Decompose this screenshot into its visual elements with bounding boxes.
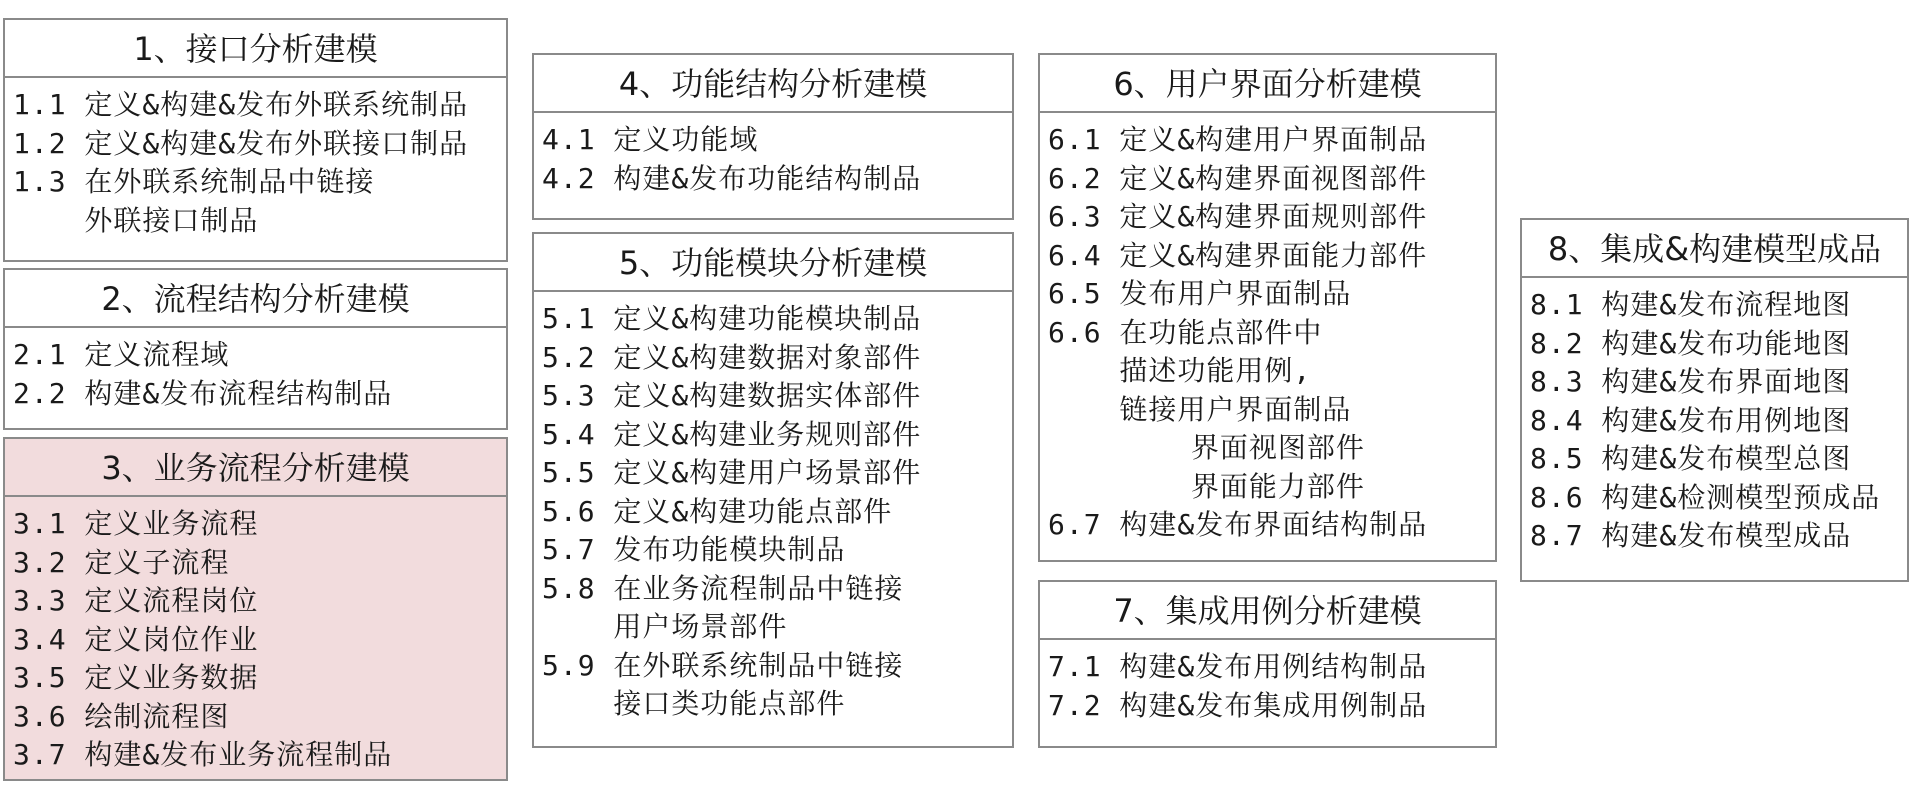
list-item: 5.3 定义&构建数据实体部件 xyxy=(542,379,922,412)
list-item: 6.6 在功能点部件中 xyxy=(1048,315,1323,349)
box-items xyxy=(1522,278,1907,556)
list-item: 5.2 定义&构建数据对象部件 xyxy=(542,340,922,374)
box-items xyxy=(5,328,506,413)
list-item: 8.6 构建&检测模型预成品 xyxy=(1530,480,1881,514)
list-item: 1.3 在外联系统制品中链接 xyxy=(13,165,375,198)
box-items xyxy=(5,497,506,775)
list-item: 3.5 定义业务数据 xyxy=(13,661,259,694)
box-title: 2、流程结构分析建模 xyxy=(5,270,506,328)
list-item: 用户场景部件 xyxy=(542,610,788,643)
box-title: 6、用户界面分析建模 xyxy=(1040,55,1495,113)
box-items xyxy=(534,292,1012,724)
list-item: 3.6 绘制流程图 xyxy=(13,699,230,733)
box-integrate-build-model xyxy=(1520,218,1909,582)
list-item: 3.2 定义子流程 xyxy=(13,545,230,579)
box-items xyxy=(1040,640,1495,725)
list-item: 5.1 定义&构建功能模块制品 xyxy=(542,302,922,335)
list-item: 2.1 定义流程域 xyxy=(13,338,230,371)
list-item: 8.1 构建&发布流程地图 xyxy=(1530,288,1852,321)
list-item: 8.2 构建&发布功能地图 xyxy=(1530,326,1852,360)
list-item: 5.5 定义&构建用户场景部件 xyxy=(542,456,922,489)
box-business-process-modeling xyxy=(3,437,508,781)
list-item: 3.7 构建&发布业务流程制品 xyxy=(13,738,393,771)
list-item: 4.2 构建&发布功能结构制品 xyxy=(542,161,922,195)
box-function-structure-modeling xyxy=(532,53,1014,220)
list-item: 6.4 定义&构建界面能力部件 xyxy=(1048,238,1428,272)
list-item: 6.2 定义&构建界面视图部件 xyxy=(1048,161,1428,195)
list-item: 6.5 发布用户界面制品 xyxy=(1048,277,1352,310)
list-item: 6.1 定义&构建用户界面制品 xyxy=(1048,123,1428,156)
box-integration-usecase-modeling xyxy=(1038,580,1497,748)
list-item: 1.2 定义&构建&发布外联接口制品 xyxy=(13,126,469,160)
box-function-module-modeling xyxy=(532,232,1014,748)
list-item: 7.1 构建&发布用例结构制品 xyxy=(1048,650,1428,683)
box-title: 3、业务流程分析建模 xyxy=(5,439,506,497)
box-title: 1、接口分析建模 xyxy=(5,20,506,78)
list-item: 7.2 构建&发布集成用例制品 xyxy=(1048,688,1428,722)
list-item: 描述功能用例, xyxy=(1048,354,1312,387)
list-item: 8.4 构建&发布用例地图 xyxy=(1530,403,1852,437)
box-user-interface-modeling xyxy=(1038,53,1497,562)
list-item: 5.8 在业务流程制品中链接 xyxy=(542,571,904,605)
list-item: 界面能力部件 xyxy=(1048,469,1365,503)
list-item: 5.4 定义&构建业务规则部件 xyxy=(542,417,922,451)
box-items xyxy=(5,78,506,240)
box-process-structure-modeling xyxy=(3,268,508,430)
box-title: 7、集成用例分析建模 xyxy=(1040,582,1495,640)
list-item: 3.4 定义岗位作业 xyxy=(13,622,259,656)
list-item: 2.2 构建&发布流程结构制品 xyxy=(13,376,393,410)
box-title: 5、功能模块分析建模 xyxy=(534,234,1012,292)
list-item: 3.1 定义业务流程 xyxy=(13,507,259,540)
list-item: 8.7 构建&发布模型成品 xyxy=(1530,519,1852,552)
list-item: 6.3 定义&构建界面规则部件 xyxy=(1048,200,1428,233)
box-interface-modeling xyxy=(3,18,508,262)
box-items xyxy=(1040,113,1495,545)
list-item: 5.7 发布功能模块制品 xyxy=(542,533,846,566)
list-item: 1.1 定义&构建&发布外联系统制品 xyxy=(13,88,469,121)
list-item: 8.5 构建&发布模型总图 xyxy=(1530,442,1852,475)
list-item: 4.1 定义功能域 xyxy=(542,123,759,156)
box-title: 4、功能结构分析建模 xyxy=(534,55,1012,113)
list-item: 外联接口制品 xyxy=(13,203,259,237)
list-item: 6.7 构建&发布界面结构制品 xyxy=(1048,508,1428,541)
list-item: 界面视图部件 xyxy=(1048,431,1365,464)
list-item: 链接用户界面制品 xyxy=(1048,392,1352,426)
list-item: 5.9 在外联系统制品中链接 xyxy=(542,648,904,682)
list-item: 3.3 定义流程岗位 xyxy=(13,584,259,617)
box-title: 8、集成&构建模型成品 xyxy=(1522,220,1907,278)
list-item: 5.6 定义&构建功能点部件 xyxy=(542,494,893,528)
list-item: 8.3 构建&发布界面地图 xyxy=(1530,365,1852,398)
list-item: 接口类功能点部件 xyxy=(542,687,846,720)
box-items xyxy=(534,113,1012,198)
